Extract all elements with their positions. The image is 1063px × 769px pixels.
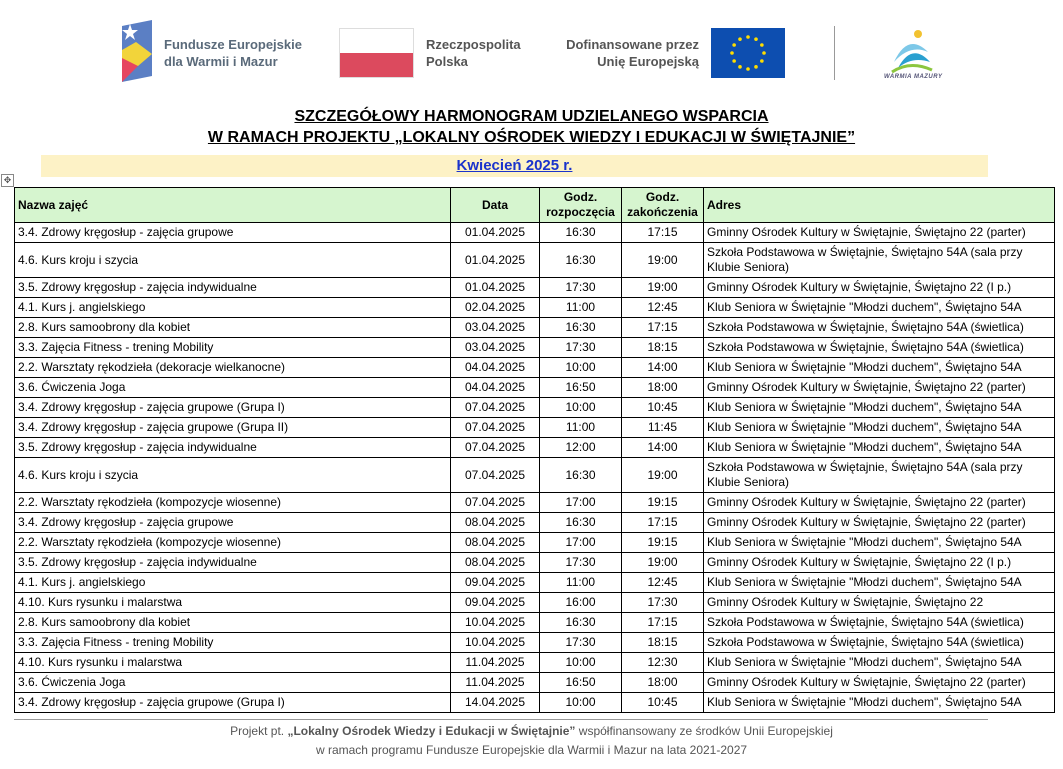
cell-date: 07.04.2025 xyxy=(451,493,540,513)
rp-line1: Rzeczpospolita xyxy=(426,37,521,52)
cell-date: 07.04.2025 xyxy=(451,398,540,418)
cell-name: 2.8. Kurs samoobrony dla kobiet xyxy=(15,613,451,633)
cell-start-time: 16:30 xyxy=(540,318,622,338)
rzeczpospolita-text xyxy=(426,36,521,70)
cell-date: 08.04.2025 xyxy=(451,513,540,533)
cell-date: 07.04.2025 xyxy=(451,458,540,493)
cell-date: 14.04.2025 xyxy=(451,693,540,713)
table-row xyxy=(15,398,1055,418)
cell-end-time: 18:15 xyxy=(622,338,704,358)
table-row xyxy=(15,593,1055,613)
eu-star xyxy=(730,51,734,55)
cell-address: Klub Seniora w Świętajnie "Młodzi duchem", Świętajno 54A xyxy=(704,693,1055,713)
cell-name: 4.10. Kurs rysunku i malarstwa xyxy=(15,653,451,673)
fe-line2: dla Warmii i Mazur xyxy=(164,54,278,69)
cell-end-time: 19:00 xyxy=(622,278,704,298)
cell-name: 4.1. Kurs j. angielskiego xyxy=(15,298,451,318)
eu-star xyxy=(754,65,758,69)
cell-date: 07.04.2025 xyxy=(451,418,540,438)
cell-start-time: 17:00 xyxy=(540,493,622,513)
cell-date: 03.04.2025 xyxy=(451,318,540,338)
table-row xyxy=(15,513,1055,533)
warmia-mazury-text: WARMIA MAZURY xyxy=(884,74,943,80)
table-row xyxy=(15,673,1055,693)
header-end: Godz. zakończenia xyxy=(622,188,704,223)
cell-address: Gminny Ośrodek Kultury w Świętajnie, Świętajno 22 (I p.) xyxy=(704,278,1055,298)
table-row xyxy=(15,493,1055,513)
table-header-row xyxy=(15,188,1055,223)
cell-address: Szkoła Podstawowa w Świętajnie, Świętajno 54A (sala przy Klubie Seniora) xyxy=(704,458,1055,493)
eu-star xyxy=(746,35,750,39)
cell-date: 04.04.2025 xyxy=(451,358,540,378)
cell-address: Klub Seniora w Świętajnie "Młodzi duchem", Świętajno 54A xyxy=(704,573,1055,593)
eu-star xyxy=(738,37,742,41)
footer-project-name: „Lokalny Ośrodek Wiedzy i Edukacji w Świętajnie” xyxy=(287,724,576,738)
cell-name: 3.4. Zdrowy kręgosłup - zajęcia grupowe (Grupa II) xyxy=(15,418,451,438)
table-row xyxy=(15,223,1055,243)
cell-end-time: 17:15 xyxy=(622,318,704,338)
table-row xyxy=(15,298,1055,318)
table-row xyxy=(15,633,1055,653)
cell-address: Klub Seniora w Świętajnie "Młodzi duchem", Świętajno 54A xyxy=(704,358,1055,378)
cell-name: 4.10. Kurs rysunku i malarstwa xyxy=(15,593,451,613)
cell-date: 09.04.2025 xyxy=(451,593,540,613)
cell-address: Klub Seniora w Świętajnie "Młodzi duchem", Świętajno 54A xyxy=(704,418,1055,438)
cell-date: 10.04.2025 xyxy=(451,633,540,653)
footer xyxy=(0,722,1063,760)
polish-flag-icon xyxy=(339,28,414,78)
cell-name: 3.3. Zajęcia Fitness - trening Mobility xyxy=(15,338,451,358)
cell-name: 3.3. Zajęcia Fitness - trening Mobility xyxy=(15,633,451,653)
table-row xyxy=(15,693,1055,713)
cell-start-time: 17:30 xyxy=(540,278,622,298)
cell-end-time: 18:00 xyxy=(622,378,704,398)
cell-date: 01.04.2025 xyxy=(451,278,540,298)
cell-end-time: 12:45 xyxy=(622,573,704,593)
cell-address: Szkoła Podstawowa w Świętajnie, Świętajno 54A (świetlica) xyxy=(704,318,1055,338)
month-banner xyxy=(41,155,988,177)
table-row xyxy=(15,418,1055,438)
cell-end-time: 10:45 xyxy=(622,398,704,418)
cell-end-time: 19:00 xyxy=(622,458,704,493)
cell-name: 4.6. Kurs kroju i szycia xyxy=(15,243,451,278)
logo-separator xyxy=(834,26,835,80)
cell-date: 08.04.2025 xyxy=(451,553,540,573)
cell-end-time: 18:00 xyxy=(622,673,704,693)
table-row xyxy=(15,613,1055,633)
cell-address: Klub Seniora w Świętajnie "Młodzi duchem", Świętajno 54A xyxy=(704,298,1055,318)
cell-end-time: 14:00 xyxy=(622,358,704,378)
cell-name: 3.5. Zdrowy kręgosłup - zajęcia indywidualne xyxy=(15,278,451,298)
cell-end-time: 10:45 xyxy=(622,693,704,713)
cell-end-time: 19:00 xyxy=(622,553,704,573)
table-move-handle-icon[interactable]: ✥ xyxy=(1,174,14,187)
cell-start-time: 17:00 xyxy=(540,533,622,553)
month-label: Kwiecień 2025 r. xyxy=(456,157,573,174)
table-row xyxy=(15,553,1055,573)
cell-address: Gminny Ośrodek Kultury w Świętajnie, Świętajno 22 (parter) xyxy=(704,673,1055,693)
cell-start-time: 16:50 xyxy=(540,673,622,693)
cell-end-time: 12:45 xyxy=(622,298,704,318)
eu-star xyxy=(760,43,764,47)
cell-name: 4.6. Kurs kroju i szycia xyxy=(15,458,451,493)
cell-date: 10.04.2025 xyxy=(451,613,540,633)
cell-date: 04.04.2025 xyxy=(451,378,540,398)
table-row xyxy=(15,458,1055,493)
cell-start-time: 16:30 xyxy=(540,458,622,493)
eu-star xyxy=(746,67,750,71)
table-row xyxy=(15,358,1055,378)
table-row xyxy=(15,533,1055,553)
table-row xyxy=(15,338,1055,358)
cell-start-time: 17:30 xyxy=(540,553,622,573)
cell-end-time: 14:00 xyxy=(622,438,704,458)
cell-date: 07.04.2025 xyxy=(451,438,540,458)
cell-end-time: 12:30 xyxy=(622,653,704,673)
warmia-mazury-logo-icon xyxy=(888,22,934,78)
cell-name: 3.4. Zdrowy kręgosłup - zajęcia grupowe xyxy=(15,223,451,243)
cell-name: 3.5. Zdrowy kręgosłup - zajęcia indywidualne xyxy=(15,438,451,458)
cell-start-time: 16:30 xyxy=(540,223,622,243)
table-row xyxy=(15,318,1055,338)
cell-end-time: 19:00 xyxy=(622,243,704,278)
cell-end-time: 18:15 xyxy=(622,633,704,653)
fundusze-europejskie-text xyxy=(164,36,302,70)
cell-name: 3.5. Zdrowy kręgosłup - zajęcia indywidualne xyxy=(15,553,451,573)
cell-end-time: 19:15 xyxy=(622,493,704,513)
cell-date: 09.04.2025 xyxy=(451,573,540,593)
cell-address: Gminny Ośrodek Kultury w Świętajnie, Świętajno 22 (parter) xyxy=(704,513,1055,533)
table-row xyxy=(15,573,1055,593)
cell-date: 08.04.2025 xyxy=(451,533,540,553)
cell-name: 3.4. Zdrowy kręgosłup - zajęcia grupowe xyxy=(15,513,451,533)
cell-address: Gminny Ośrodek Kultury w Świętajnie, Świętajno 22 (parter) xyxy=(704,378,1055,398)
cell-date: 03.04.2025 xyxy=(451,338,540,358)
footer-divider xyxy=(14,719,988,720)
cell-name: 3.4. Zdrowy kręgosłup - zajęcia grupowe (Grupa I) xyxy=(15,398,451,418)
cell-address: Szkoła Podstawowa w Świętajnie, Świętajno 54A (świetlica) xyxy=(704,613,1055,633)
cell-address: Klub Seniora w Świętajnie "Młodzi duchem", Świętajno 54A xyxy=(704,653,1055,673)
eu-star xyxy=(754,37,758,41)
cell-start-time: 10:00 xyxy=(540,653,622,673)
eu-star xyxy=(760,59,764,63)
cell-start-time: 16:30 xyxy=(540,513,622,533)
cell-start-time: 10:00 xyxy=(540,398,622,418)
fe-line1: Fundusze Europejskie xyxy=(164,37,302,52)
eu-star xyxy=(732,59,736,63)
cell-start-time: 17:30 xyxy=(540,338,622,358)
cell-start-time: 16:30 xyxy=(540,243,622,278)
cell-address: Klub Seniora w Świętajnie "Młodzi duchem", Świętajno 54A xyxy=(704,438,1055,458)
eu-flag-icon xyxy=(711,28,785,78)
cell-start-time: 16:30 xyxy=(540,613,622,633)
header-start: Godz. rozpoczęcia xyxy=(540,188,622,223)
cell-address: Gminny Ośrodek Kultury w Świętajnie, Świętajno 22 (I p.) xyxy=(704,553,1055,573)
cell-start-time: 17:30 xyxy=(540,633,622,653)
header-address: Adres xyxy=(704,188,1055,223)
cell-end-time: 17:15 xyxy=(622,223,704,243)
cell-date: 11.04.2025 xyxy=(451,653,540,673)
cell-name: 2.8. Kurs samoobrony dla kobiet xyxy=(15,318,451,338)
footer-line2: w ramach programu Fundusze Europejskie dla Warmii i Mazur na lata 2021-2027 xyxy=(315,743,748,757)
cell-name: 2.2. Warsztaty rękodzieła (dekoracje wielkanocne) xyxy=(15,358,451,378)
cell-start-time: 10:00 xyxy=(540,693,622,713)
cell-start-time: 10:00 xyxy=(540,358,622,378)
cell-end-time: 17:15 xyxy=(622,513,704,533)
cell-address: Gminny Ośrodek Kultury w Świętajnie, Świętajno 22 xyxy=(704,593,1055,613)
cell-date: 01.04.2025 xyxy=(451,243,540,278)
cell-name: 2.2. Warsztaty rękodzieła (kompozycje wiosenne) xyxy=(15,493,451,513)
cell-start-time: 11:00 xyxy=(540,298,622,318)
cell-address: Szkoła Podstawowa w Świętajnie, Świętajno 54A (świetlica) xyxy=(704,633,1055,653)
cell-name: 3.6. Ćwiczenia Joga xyxy=(15,378,451,398)
document-title-line2: W RAMACH PROJEKTU „LOKALNY OŚRODEK WIEDZY I EDUKACJI W ŚWIĘTAJNIE” xyxy=(207,129,856,146)
eu-star xyxy=(738,65,742,69)
cell-address: Szkoła Podstawowa w Świętajnie, Świętajno 54A (świetlica) xyxy=(704,338,1055,358)
table-row xyxy=(15,653,1055,673)
eu-line1: Dofinansowane przez xyxy=(566,37,699,52)
eu-star xyxy=(732,43,736,47)
schedule-table xyxy=(14,187,1055,713)
table-row xyxy=(15,278,1055,298)
cell-address: Szkoła Podstawowa w Świętajnie, Świętajno 54A (sala przy Klubie Seniora) xyxy=(704,243,1055,278)
header-name: Nazwa zajęć xyxy=(15,188,451,223)
cell-end-time: 17:30 xyxy=(622,593,704,613)
cell-start-time: 16:00 xyxy=(540,593,622,613)
header-date: Data xyxy=(451,188,540,223)
cell-start-time: 11:00 xyxy=(540,418,622,438)
cell-address: Klub Seniora w Świętajnie "Młodzi duchem", Świętajno 54A xyxy=(704,398,1055,418)
cell-date: 02.04.2025 xyxy=(451,298,540,318)
cell-name: 3.4. Zdrowy kręgosłup - zajęcia grupowe (Grupa I) xyxy=(15,693,451,713)
cell-end-time: 17:15 xyxy=(622,613,704,633)
eu-line2: Unię Europejską xyxy=(597,54,699,69)
document-title-line1: SZCZEGÓŁOWY HARMONOGRAM UDZIELANEGO WSPARCIA xyxy=(294,108,769,125)
cell-address: Gminny Ośrodek Kultury w Świętajnie, Świętajno 22 (parter) xyxy=(704,493,1055,513)
cell-address: Klub Seniora w Świętajnie "Młodzi duchem", Świętajno 54A xyxy=(704,533,1055,553)
cell-name: 3.6. Ćwiczenia Joga xyxy=(15,673,451,693)
table-row xyxy=(15,378,1055,398)
table-row xyxy=(15,438,1055,458)
cell-name: 2.2. Warsztaty rękodzieła (kompozycje wiosenne) xyxy=(15,533,451,553)
cell-end-time: 19:15 xyxy=(622,533,704,553)
footer-line1: Projekt pt. „Lokalny Ośrodek Wiedzy i Edukacji w Świętajnie” współfinansowany ze środków Unii Europejskiej xyxy=(230,724,833,738)
cell-name: 4.1. Kurs j. angielskiego xyxy=(15,573,451,593)
eu-cofinanced-text xyxy=(557,36,699,70)
cell-start-time: 12:00 xyxy=(540,438,622,458)
cell-date: 01.04.2025 xyxy=(451,223,540,243)
rp-line2: Polska xyxy=(426,54,468,69)
cell-date: 11.04.2025 xyxy=(451,673,540,693)
fundusze-europejskie-logo-icon xyxy=(118,20,156,82)
cell-start-time: 16:50 xyxy=(540,378,622,398)
eu-star xyxy=(762,51,766,55)
cell-start-time: 11:00 xyxy=(540,573,622,593)
table-row xyxy=(15,243,1055,278)
cell-end-time: 11:45 xyxy=(622,418,704,438)
cell-address: Gminny Ośrodek Kultury w Świętajnie, Świętajno 22 (parter) xyxy=(704,223,1055,243)
logo-bar xyxy=(0,16,1063,86)
